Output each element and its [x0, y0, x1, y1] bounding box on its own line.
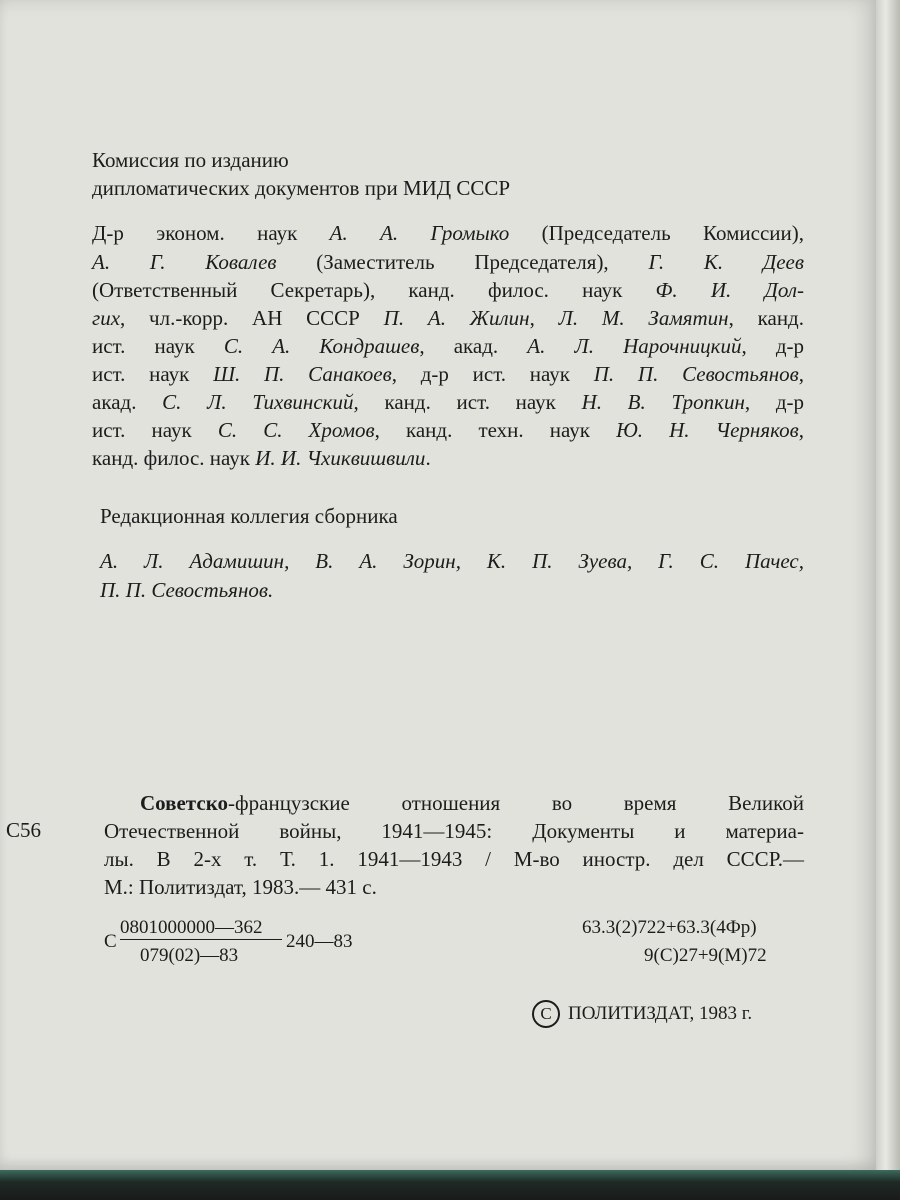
text: , д-р — [741, 334, 804, 358]
editorial-members-line1: А. Л. Адамишин, В. А. Зорин, К. П. Зуева, Г. С. Пачес, — [100, 549, 804, 573]
members-line-5 — [92, 336, 804, 357]
text: акад. — [92, 390, 163, 414]
members-line-7 — [92, 392, 804, 413]
class-prefix: С — [104, 931, 117, 952]
page-edge — [876, 0, 900, 1200]
book-cover-edge — [0, 1170, 900, 1200]
person-name: С. А. Кондрашев — [223, 334, 420, 358]
fraction-bar — [120, 939, 282, 940]
person-name: Ф. И. Дол- — [655, 278, 804, 302]
text: , канд. ист. наук — [353, 390, 582, 414]
catalog-line2: Отечественной войны, 1941—1945: Документы и материа- — [104, 819, 804, 843]
class-numerator: 0801000000—362 — [120, 917, 263, 938]
text: ист. наук — [92, 334, 224, 358]
catalog-title-bold: Советско — [140, 791, 229, 815]
text: , чл.-корр. АН СССР — [120, 306, 384, 330]
text: , — [529, 306, 559, 330]
text: (Председатель Комиссии), — [509, 221, 804, 245]
catalog-line4: М.: Политиздат, 1983.— 431 с. — [104, 875, 377, 899]
person-name: С. С. Хромов — [217, 418, 375, 442]
commission-heading-line2: дипломатических документов при МИД СССР — [92, 176, 511, 200]
catalog-line3: лы. В 2-х т. Т. 1. 1941—1943 / М-во иностр. дел СССР.— — [104, 847, 804, 871]
person-name: П. А. Жилин — [383, 306, 530, 330]
class-suffix: 240—83 — [286, 931, 353, 952]
person-name: Л. М. Замятин — [558, 306, 729, 330]
text: Д-р эконом. наук — [92, 221, 330, 245]
text: , д-р ист. наук — [391, 362, 594, 386]
text: (Ответственный Секретарь), канд. филос. наук — [92, 278, 656, 302]
copyright-icon: C — [532, 1000, 560, 1028]
members-line-3 — [92, 280, 804, 301]
person-name: П. П. Севостьянов — [593, 362, 799, 386]
person-name: Ю. Н. Черняков — [616, 418, 799, 442]
text: . — [425, 446, 431, 470]
person-name: гих — [92, 306, 121, 330]
text: -французские отношения во время Великой — [228, 791, 804, 815]
bbk-line1: 63.3(2)722+63.3(4Фр) — [582, 917, 757, 938]
person-name: Н. В. Тропкин — [581, 390, 745, 414]
person-name: С. Л. Тихвинский — [162, 390, 354, 414]
person-name: И. И. Чхиквишвили — [255, 446, 426, 470]
editorial-members-line2: П. П. Севостьянов. — [100, 578, 274, 602]
text: , акад. — [419, 334, 528, 358]
text: , канд. — [728, 306, 804, 330]
person-name: Г. К. Деев — [648, 250, 804, 274]
members-line-4 — [92, 308, 804, 329]
members-line-6 — [92, 364, 804, 385]
members-line-9 — [92, 448, 431, 469]
person-name: Ш. П. Санакоев — [213, 362, 392, 386]
person-name: А. Г. Ковалев — [92, 250, 277, 274]
editorial-heading: Редакционная коллегия сборника — [100, 504, 398, 528]
text: , д-р — [744, 390, 805, 414]
members-line-8 — [92, 420, 804, 441]
person-name: А. Л. Нарочницкий — [527, 334, 742, 358]
copyright-text: ПОЛИТИЗДАТ, 1983 г. — [568, 1003, 753, 1024]
person-name: А. А. Громыко — [329, 221, 510, 245]
text: , — [798, 362, 804, 386]
text: канд. филос. наук — [92, 446, 256, 470]
class-denominator: 079(02)—83 — [140, 945, 239, 966]
commission-heading-line1: Комиссия по изданию — [92, 148, 289, 172]
text: (Заместитель Председателя), — [276, 250, 649, 274]
members-line-1 — [92, 223, 804, 244]
catalog-code: С56 — [6, 818, 42, 842]
catalog-line1 — [140, 793, 804, 814]
bbk-line2: 9(С)27+9(М)72 — [644, 945, 767, 966]
text: ист. наук — [92, 362, 214, 386]
text: , — [798, 418, 804, 442]
text: , канд. техн. наук — [374, 418, 617, 442]
members-line-2 — [92, 252, 804, 273]
text: ист. наук — [92, 418, 218, 442]
